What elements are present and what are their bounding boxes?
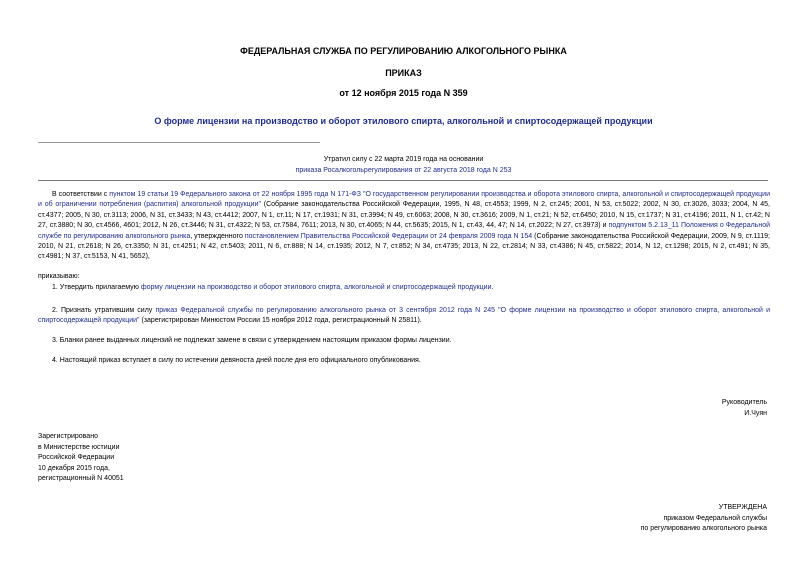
- agency-heading: ФЕДЕРАЛЬНАЯ СЛУЖБА ПО РЕГУЛИРОВАНИЮ АЛКОГОЛЬНОГО РЫНКА: [240, 46, 567, 56]
- regulation-link[interactable]: подпунктом 5.2.13_11 Положения о Федеральной службе по регулированию алкогольного рынка: [38, 222, 770, 240]
- old-order-link[interactable]: приказ Федеральной службы по регулированию алкогольного рынка от 3 сентября 2012 года N 245 "О форме лицензии на производство и оборот этилового спирта, алкогольной и спиртосодержащей продукции": [38, 307, 770, 325]
- doc-type-heading: ПРИКАЗ: [385, 68, 422, 78]
- item-2-text: 2. Признать утратившим силу: [52, 307, 156, 314]
- registration-line-4: 10 декабря 2015 года,: [38, 464, 110, 472]
- signature-role: Руководитель: [721, 399, 767, 406]
- registration-line-2: в Министерстве юстиции: [38, 443, 120, 451]
- divider-short: [38, 142, 320, 143]
- law-link[interactable]: пунктом 19 статьи 19 Федерального закона от 22 ноября 1995 года N 171-ФЗ "О государственном регулировании производства и оборота этилового спирта, алкогольной и спиртосодержащей продукции и об ограничении потребления (распития) алкогольной продукции": [38, 191, 770, 209]
- registration-line-5: регистрационный N 40051: [38, 475, 124, 482]
- preamble-text-2: (Собрание законодательства Российской Федерации, 1995, N 48, ст.4553; 1999, N 2, ст.245; 2001, N 53, ст.5022; 2002, N 30, ст.3026, 3033; 2004, N 45, ст.4377; 2005, N 30, ст.3113; 2006, N 31, ст.3433; N 43, ст.4412; 2007, N 1, ст.11; N 17, ст.1931; N 31, ст.3994; N 49, ст.6063; 2008, N 30, ст.3616; 2009, N 1, ст.21; N 52, ст.6450; 2010, N 15, ст.1737; N 31, ст.4196; 2011, N 1, ст.42; N 27, ст.3880; N 30, ст.4566, 4601; 2012, N 26, ст.3446; N 31, ст.4322; N 53, ст.7584, 7611; 2013, N 30, ст.4065; N 44, ст.5635; 2015, N 1, ст.43, 44, 47; N 14, ст.2022; N 27, ст.3973) и: [38, 201, 770, 230]
- document-title: О форме лицензии на производство и оборот этилового спирта, алкогольной и спиртосодержащей продукции: [154, 116, 653, 126]
- status-line: Утратил силу с 22 марта 2019 года на основании: [323, 156, 484, 163]
- decree-link[interactable]: постановлением Правительства Российской Федерации от 24 февраля 2009 года N 154: [244, 232, 533, 240]
- divider-long: [38, 180, 768, 181]
- item-1: [52, 283, 770, 293]
- approved-line-1: УТВЕРЖДЕНА: [718, 504, 767, 511]
- registration-line-3: Российской Федерации: [38, 454, 115, 461]
- approved-block: [547, 503, 767, 535]
- approved-line-3: по регулированию алкогольного рынка: [640, 525, 767, 532]
- preamble-text-4: (Собрание законодательства Российской Федерации, 2009, N 9, ст.1119; 2010, N 21, ст.2618; N 26, ст.3350; N 31, ст.4251; N 42, ст.5403; 2011, N 6, ст.888; N 14, ст.1935; 2012, N 7, ст.852; N 34, ст.4735; 2013, N 22, ст.2814; N 33, ст.4386; N 45, ст.5822; 2014, N 12, ст.1298; 2015, N 2, ст.491; N 35, ст.4981; N 37, ст.5153, N 41, 5652),: [38, 232, 770, 261]
- status-note: [0, 154, 807, 176]
- preamble-paragraph: [38, 190, 770, 263]
- item-4: 4. Настоящий приказ вступает в силу по истечении девяноста дней после дня его официального опубликования.: [52, 357, 421, 364]
- item-1-text: 1. Утвердить прилагаемую: [52, 284, 141, 291]
- date-number: от 12 ноября 2015 года N 359: [339, 88, 468, 98]
- order-word: приказываю:: [38, 273, 80, 280]
- item-2-tail: (зарегистрирован Минюстом России 15 ноября 2012 года, регистрационный N 25811).: [139, 317, 422, 325]
- license-form-link[interactable]: форму лицензии на производство и оборот этилового спирта, алкогольной и спиртосодержащей продукции: [140, 284, 492, 291]
- registration-line-1: Зарегистрировано: [38, 433, 98, 440]
- signature-name: И.Чуян: [744, 409, 767, 417]
- approved-line-2: приказом Федеральной службы: [663, 514, 767, 522]
- registration-block: [38, 432, 124, 485]
- preamble-text-1: В соответствии с: [52, 191, 110, 198]
- status-link[interactable]: приказа Росалкогольрегулирования от 22 августа 2018 года N 253: [295, 167, 512, 174]
- item-2: [38, 306, 770, 327]
- preamble-text-3: , утвержденного: [190, 232, 245, 240]
- item-1-tail: .: [491, 284, 494, 291]
- signature-block: [567, 398, 767, 419]
- item-3: 3. Бланки ранее выданных лицензий не подлежат замене в связи с утверждением настоящим приказом формы лицензии.: [52, 337, 452, 344]
